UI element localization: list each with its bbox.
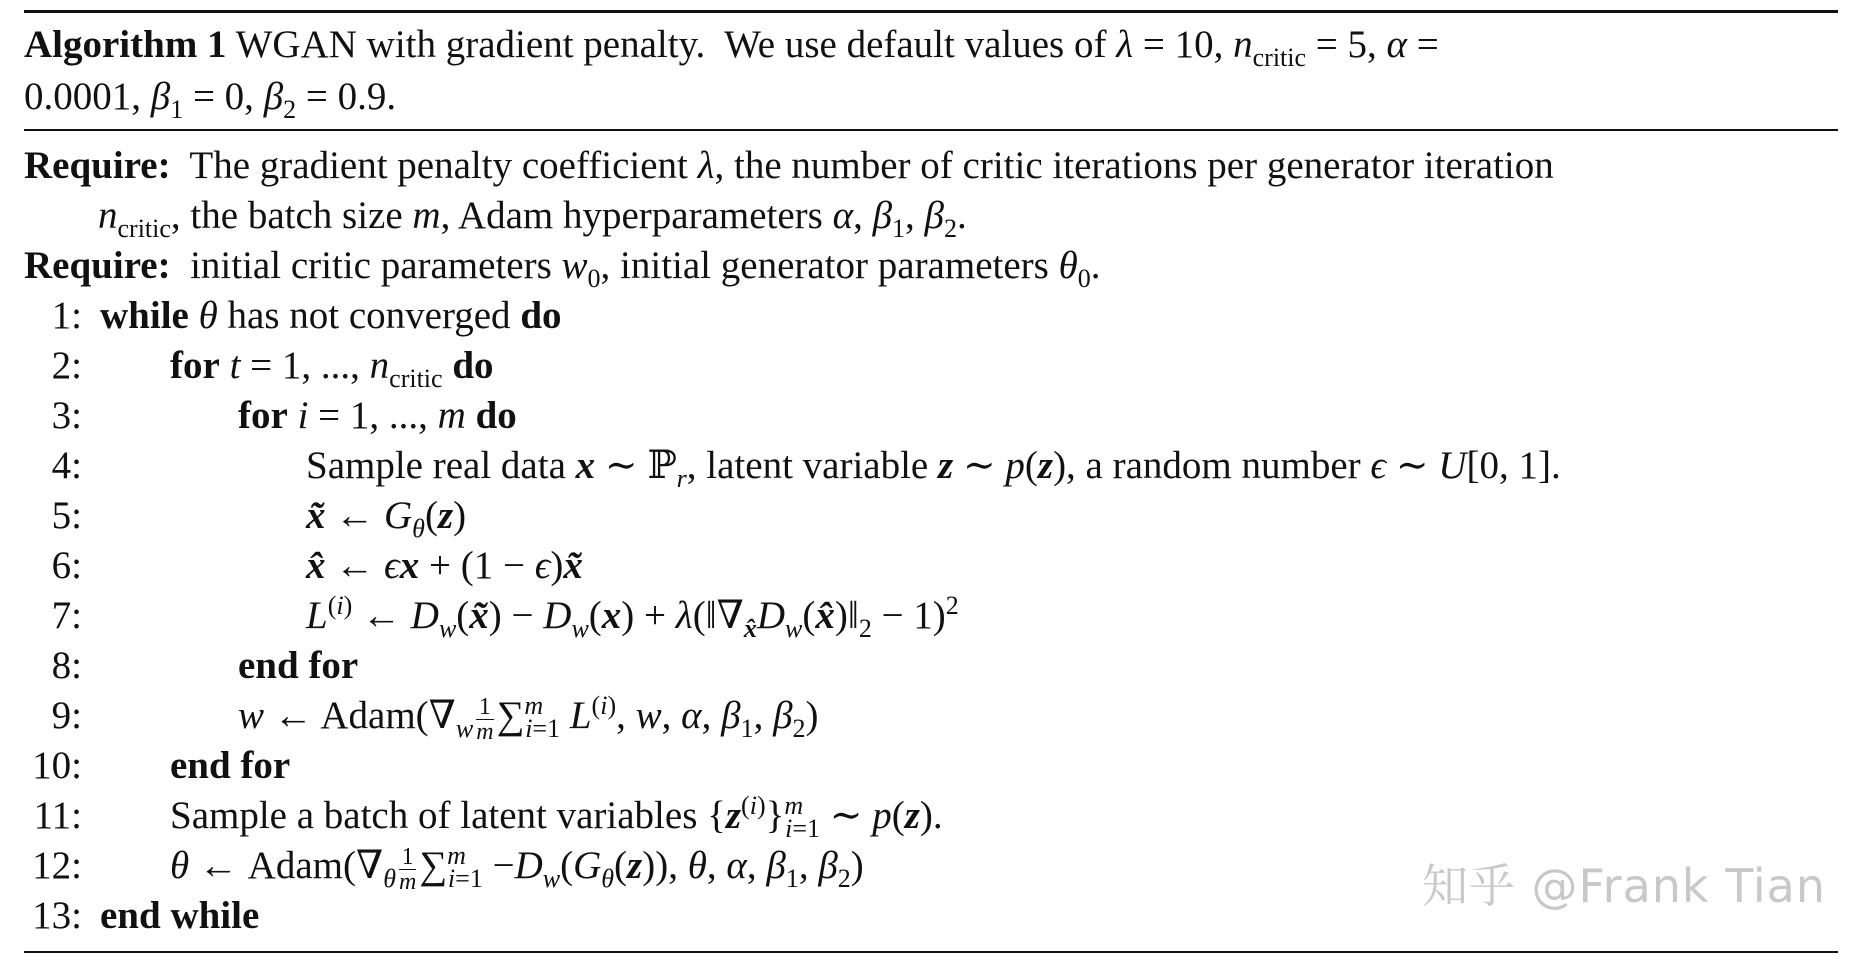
algo-line-11: 11: Sample a batch of latent variables $\{z^{(i)}\}^m_{i=1}$ ∼ p(z). <box>33 791 943 843</box>
algo-line-10: 10: end for <box>32 744 291 787</box>
require-label: Require: <box>24 144 171 187</box>
algo-line-13: 13: end while <box>32 894 260 937</box>
require-1: Require: The gradient penalty coefficient λ, the number of critic iterations per generator iteration $n_{critic}$, the batch size m, Adam hyperparameters α, $\beta_1$, $\beta_2$. <box>24 144 1554 243</box>
algo-line-9: 9: w ← $Adam(\nabla_w$ $\frac{1}{m}$ ∑$^m_{i=1}$ $L^{(i)}$, w, α, $\beta_1$, $\beta_2$) <box>51 691 819 745</box>
algo-line-8: 8: end for <box>51 644 359 687</box>
algo-line-12: 12: θ ← $Adam(\nabla_\theta$ $\frac{1}{m}$ $\sum^m_{i=1} -D_w(G_\theta(z))$, θ, α, $\beta_1$, $\beta_2$) <box>32 841 864 895</box>
algo-line-1: 1: while θ has not converged do <box>51 294 562 337</box>
algo-line-7: 7: $L^{(i)}$ ← $D_w(x̃) - D_w(x)$ + $\lambda(‖\nabla_{x̂}D_w(x̂)‖_2 - 1)^2$ <box>51 591 959 643</box>
algo-line-3: 3: for i = 1, ..., m do <box>51 394 517 437</box>
algo-line-2: 2: for t = 1, ..., $n_{critic}$ do <box>51 344 494 393</box>
watermark: 知乎 @Frank Tian <box>1421 859 1826 913</box>
algorithm-block <box>24 10 1838 953</box>
caption-text-line2: 0.0001, $\beta_1 = 0$, $\beta_2 = 0.9$. <box>24 75 397 124</box>
algo-line-5: 5: x̃ ← $G_\theta(z)$ <box>51 494 467 543</box>
bottom-rule <box>24 951 1838 953</box>
caption-text: WGAN with gradient penalty. We use default values of λ = 10, $n_{critic} = 5$, α = <box>226 23 1439 72</box>
require-2: Require: initial critic parameters $w_0$, initial generator parameters $\theta_0$. <box>24 244 1101 293</box>
algorithm-caption <box>24 13 1838 129</box>
algo-line-6: 6: x̂ ← ϵx + (1 − ϵ)x̃ <box>51 544 583 587</box>
algo-line-4: 4: Sample real data x ∼ ℙ$_r$, latent variable z ∼ p(z), a random number ϵ ∼ U[0, 1]. <box>51 444 1561 493</box>
caption-label: Algorithm 1 <box>24 23 227 66</box>
algorithm-body <box>24 131 1838 947</box>
require-label: Require: <box>24 244 171 287</box>
